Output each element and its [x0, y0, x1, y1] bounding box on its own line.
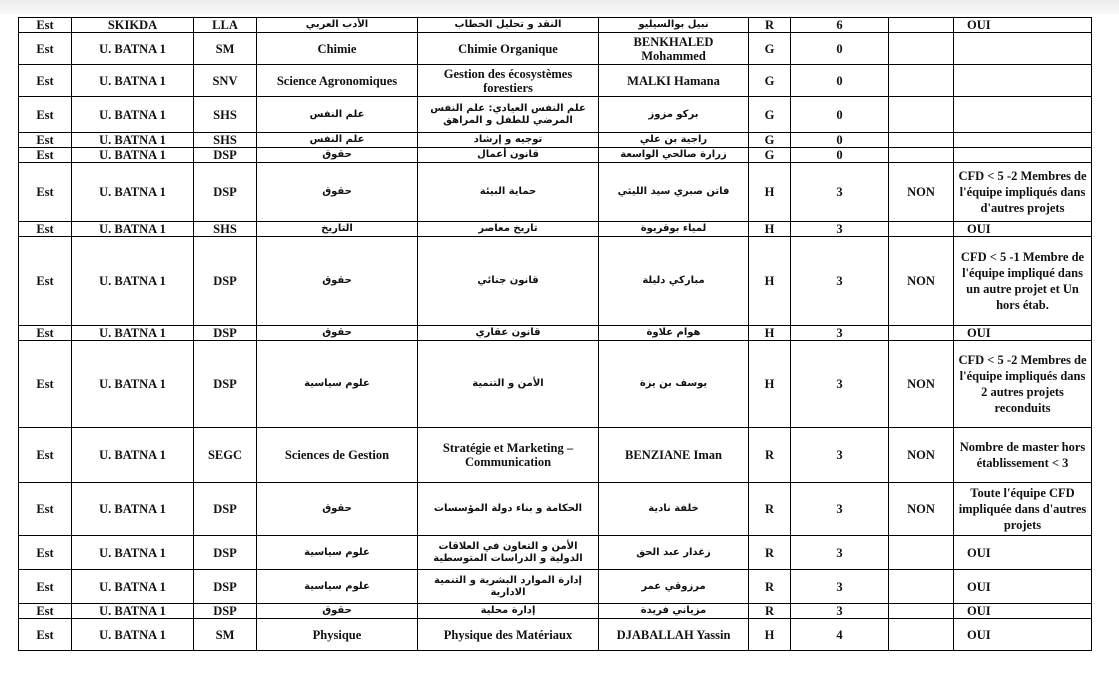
cell-responsable: زرارة صالحي الواسعة [599, 148, 749, 163]
cell-filiere: علوم سياسية [257, 341, 418, 428]
cell-score: 3 [791, 428, 889, 483]
table-body [19, 18, 1092, 651]
cell-faculte: SNV [194, 65, 257, 97]
cell-etablissement: U. BATNA 1 [72, 97, 194, 133]
cell-specialite: قانون أعمال [418, 148, 599, 163]
cell-score: 0 [791, 148, 889, 163]
cell-avis [889, 133, 954, 148]
cell-etablissement: U. BATNA 1 [72, 148, 194, 163]
cell-avis: NON [889, 428, 954, 483]
cell-region: Est [19, 570, 72, 604]
cell-etablissement: U. BATNA 1 [72, 570, 194, 604]
cell-specialite: إدارة محلية [418, 604, 599, 619]
cell-responsable: بركو مزوز [599, 97, 749, 133]
cell-etablissement: U. BATNA 1 [72, 222, 194, 237]
cell-filiere: حقوق [257, 163, 418, 222]
table-row [19, 237, 1092, 326]
cell-filiere: حقوق [257, 326, 418, 341]
table-row [19, 604, 1092, 619]
cell-type: H [749, 326, 791, 341]
cell-specialite: الحكامة و بناء دولة المؤسسات [418, 483, 599, 536]
table-row [19, 536, 1092, 570]
cell-specialite: Physique des Matériaux [418, 619, 599, 651]
cell-region: Est [19, 33, 72, 65]
table-row [19, 97, 1092, 133]
cell-type: H [749, 619, 791, 651]
cell-faculte: SM [194, 33, 257, 65]
cell-score: 0 [791, 133, 889, 148]
master-projects-table-container [18, 17, 1092, 651]
cell-region: Est [19, 18, 72, 33]
cell-region: Est [19, 237, 72, 326]
cell-filiere: حقوق [257, 237, 418, 326]
cell-observation: Nombre de master hors établissement < 3 [954, 428, 1092, 483]
cell-etablissement: U. BATNA 1 [72, 33, 194, 65]
cell-type: R [749, 570, 791, 604]
cell-filiere: التاريخ [257, 222, 418, 237]
cell-type: R [749, 428, 791, 483]
cell-type: H [749, 222, 791, 237]
cell-etablissement: U. BATNA 1 [72, 604, 194, 619]
cell-etablissement: U. BATNA 1 [72, 133, 194, 148]
cell-specialite: قانون عقاري [418, 326, 599, 341]
cell-specialite: الأمن و التعاون في العلاقات الدولية و الدراسات المتوسطية [418, 536, 599, 570]
cell-observation: CFD < 5 -2 Membres de l'équipe impliqués dans d'autres projets [954, 163, 1092, 222]
table-row [19, 428, 1092, 483]
cell-faculte: DSP [194, 148, 257, 163]
cell-faculte: DSP [194, 237, 257, 326]
table-row [19, 65, 1092, 97]
cell-etablissement: U. BATNA 1 [72, 237, 194, 326]
cell-avis [889, 65, 954, 97]
cell-responsable: BENKHALED Mohammed [599, 33, 749, 65]
cell-faculte: DSP [194, 341, 257, 428]
cell-filiere: علوم سياسية [257, 570, 418, 604]
cell-etablissement: U. BATNA 1 [72, 341, 194, 428]
cell-responsable: خلفة نادية [599, 483, 749, 536]
cell-faculte: SHS [194, 222, 257, 237]
cell-specialite: إدارة الموارد البشرية و التنمية الادارية [418, 570, 599, 604]
cell-avis: OUI [889, 570, 954, 604]
cell-faculte: DSP [194, 536, 257, 570]
cell-region: Est [19, 619, 72, 651]
cell-responsable: فاتن صبري سيد الليثي [599, 163, 749, 222]
cell-observation [954, 133, 1092, 148]
cell-avis: OUI [889, 326, 954, 341]
cell-responsable: BENZIANE Iman [599, 428, 749, 483]
cell-type: H [749, 237, 791, 326]
cell-specialite: تاريخ معاصر [418, 222, 599, 237]
cell-score: 0 [791, 33, 889, 65]
cell-type: R [749, 18, 791, 33]
cell-specialite: النقد و تحليل الخطاب [418, 18, 599, 33]
master-projects-table [18, 17, 1092, 651]
cell-region: Est [19, 148, 72, 163]
cell-responsable: مزياني فريدة [599, 604, 749, 619]
cell-responsable: مباركي دليلة [599, 237, 749, 326]
cell-type: G [749, 133, 791, 148]
window-top-strip [0, 0, 1119, 14]
cell-filiere: علوم سياسية [257, 536, 418, 570]
cell-faculte: DSP [194, 163, 257, 222]
cell-etablissement: U. BATNA 1 [72, 483, 194, 536]
cell-specialite: توجيه و إرشاد [418, 133, 599, 148]
cell-faculte: DSP [194, 570, 257, 604]
cell-avis: NON [889, 483, 954, 536]
cell-faculte: DSP [194, 483, 257, 536]
cell-responsable: يوسف بن يزة [599, 341, 749, 428]
cell-faculte: SHS [194, 97, 257, 133]
cell-observation [954, 97, 1092, 133]
cell-score: 3 [791, 604, 889, 619]
table-row [19, 570, 1092, 604]
cell-score: 3 [791, 570, 889, 604]
cell-etablissement: SKIKDA [72, 18, 194, 33]
cell-score: 6 [791, 18, 889, 33]
cell-score: 3 [791, 222, 889, 237]
cell-avis: NON [889, 237, 954, 326]
cell-responsable: DJABALLAH Yassin [599, 619, 749, 651]
table-row [19, 341, 1092, 428]
cell-responsable: نبيل بوالسيليو [599, 18, 749, 33]
cell-responsable: مرزوقي عمر [599, 570, 749, 604]
cell-etablissement: U. BATNA 1 [72, 428, 194, 483]
cell-specialite: قانون جنائي [418, 237, 599, 326]
cell-filiere: حقوق [257, 148, 418, 163]
cell-responsable: هوام علاوة [599, 326, 749, 341]
cell-faculte: LLA [194, 18, 257, 33]
cell-region: Est [19, 65, 72, 97]
cell-type: R [749, 483, 791, 536]
cell-observation [954, 65, 1092, 97]
cell-avis [889, 33, 954, 65]
cell-etablissement: U. BATNA 1 [72, 163, 194, 222]
cell-region: Est [19, 341, 72, 428]
cell-avis: OUI [889, 222, 954, 237]
cell-filiere: Chimie [257, 33, 418, 65]
table-row [19, 326, 1092, 341]
cell-avis [889, 97, 954, 133]
cell-region: Est [19, 326, 72, 341]
cell-specialite: الأمن و التنمية [418, 341, 599, 428]
cell-avis: OUI [889, 536, 954, 570]
cell-type: R [749, 536, 791, 570]
cell-region: Est [19, 536, 72, 570]
cell-region: Est [19, 604, 72, 619]
cell-filiere: Science Agronomiques [257, 65, 418, 97]
table-row [19, 483, 1092, 536]
cell-type: G [749, 33, 791, 65]
cell-etablissement: U. BATNA 1 [72, 536, 194, 570]
cell-faculte: SHS [194, 133, 257, 148]
table-row [19, 33, 1092, 65]
cell-avis: OUI [889, 604, 954, 619]
cell-observation [954, 33, 1092, 65]
cell-filiere: علم النفس [257, 133, 418, 148]
cell-etablissement: U. BATNA 1 [72, 65, 194, 97]
cell-type: H [749, 163, 791, 222]
table-row [19, 222, 1092, 237]
cell-region: Est [19, 163, 72, 222]
cell-specialite: Chimie Organique [418, 33, 599, 65]
cell-score: 3 [791, 341, 889, 428]
cell-specialite: حماية البيئة [418, 163, 599, 222]
cell-filiere: Sciences de Gestion [257, 428, 418, 483]
cell-filiere: الأدب العربي [257, 18, 418, 33]
cell-region: Est [19, 97, 72, 133]
table-row [19, 18, 1092, 33]
cell-filiere: حقوق [257, 483, 418, 536]
cell-score: 3 [791, 326, 889, 341]
cell-specialite: Gestion des écosystèmes forestiers [418, 65, 599, 97]
cell-faculte: SEGC [194, 428, 257, 483]
cell-score: 0 [791, 65, 889, 97]
table-row [19, 163, 1092, 222]
cell-score: 3 [791, 483, 889, 536]
cell-etablissement: U. BATNA 1 [72, 326, 194, 341]
cell-type: G [749, 65, 791, 97]
cell-score: 3 [791, 536, 889, 570]
cell-type: H [749, 341, 791, 428]
cell-responsable: MALKI Hamana [599, 65, 749, 97]
cell-faculte: DSP [194, 604, 257, 619]
cell-region: Est [19, 483, 72, 536]
cell-region: Est [19, 428, 72, 483]
cell-specialite: علم النفس العيادي: علم النفس المرضي للطفل و المراهق [418, 97, 599, 133]
cell-region: Est [19, 133, 72, 148]
cell-type: R [749, 604, 791, 619]
cell-avis: OUI [889, 18, 954, 33]
table-row [19, 619, 1092, 651]
cell-filiere: Physique [257, 619, 418, 651]
cell-score: 3 [791, 237, 889, 326]
cell-score: 3 [791, 163, 889, 222]
cell-type: G [749, 97, 791, 133]
cell-avis: NON [889, 163, 954, 222]
cell-responsable: راجية بن علي [599, 133, 749, 148]
cell-observation: CFD < 5 -2 Membres de l'équipe impliqués dans 2 autres projets reconduits [954, 341, 1092, 428]
table-row [19, 148, 1092, 163]
cell-observation: Toute l'équipe CFD impliquée dans d'autres projets [954, 483, 1092, 536]
cell-observation [954, 148, 1092, 163]
cell-region: Est [19, 222, 72, 237]
table-row [19, 133, 1092, 148]
cell-avis: OUI [889, 619, 954, 651]
cell-faculte: DSP [194, 326, 257, 341]
cell-specialite: Stratégie et Marketing – Communication [418, 428, 599, 483]
cell-responsable: زغدار عبد الحق [599, 536, 749, 570]
cell-avis [889, 148, 954, 163]
cell-type: G [749, 148, 791, 163]
cell-faculte: SM [194, 619, 257, 651]
cell-etablissement: U. BATNA 1 [72, 619, 194, 651]
cell-score: 4 [791, 619, 889, 651]
cell-avis: NON [889, 341, 954, 428]
cell-observation: CFD < 5 -1 Membre de l'équipe impliqué dans un autre projet et Un hors étab. [954, 237, 1092, 326]
cell-filiere: علم النفس [257, 97, 418, 133]
cell-filiere: حقوق [257, 604, 418, 619]
cell-score: 0 [791, 97, 889, 133]
cell-responsable: لمياء بوقريوة [599, 222, 749, 237]
